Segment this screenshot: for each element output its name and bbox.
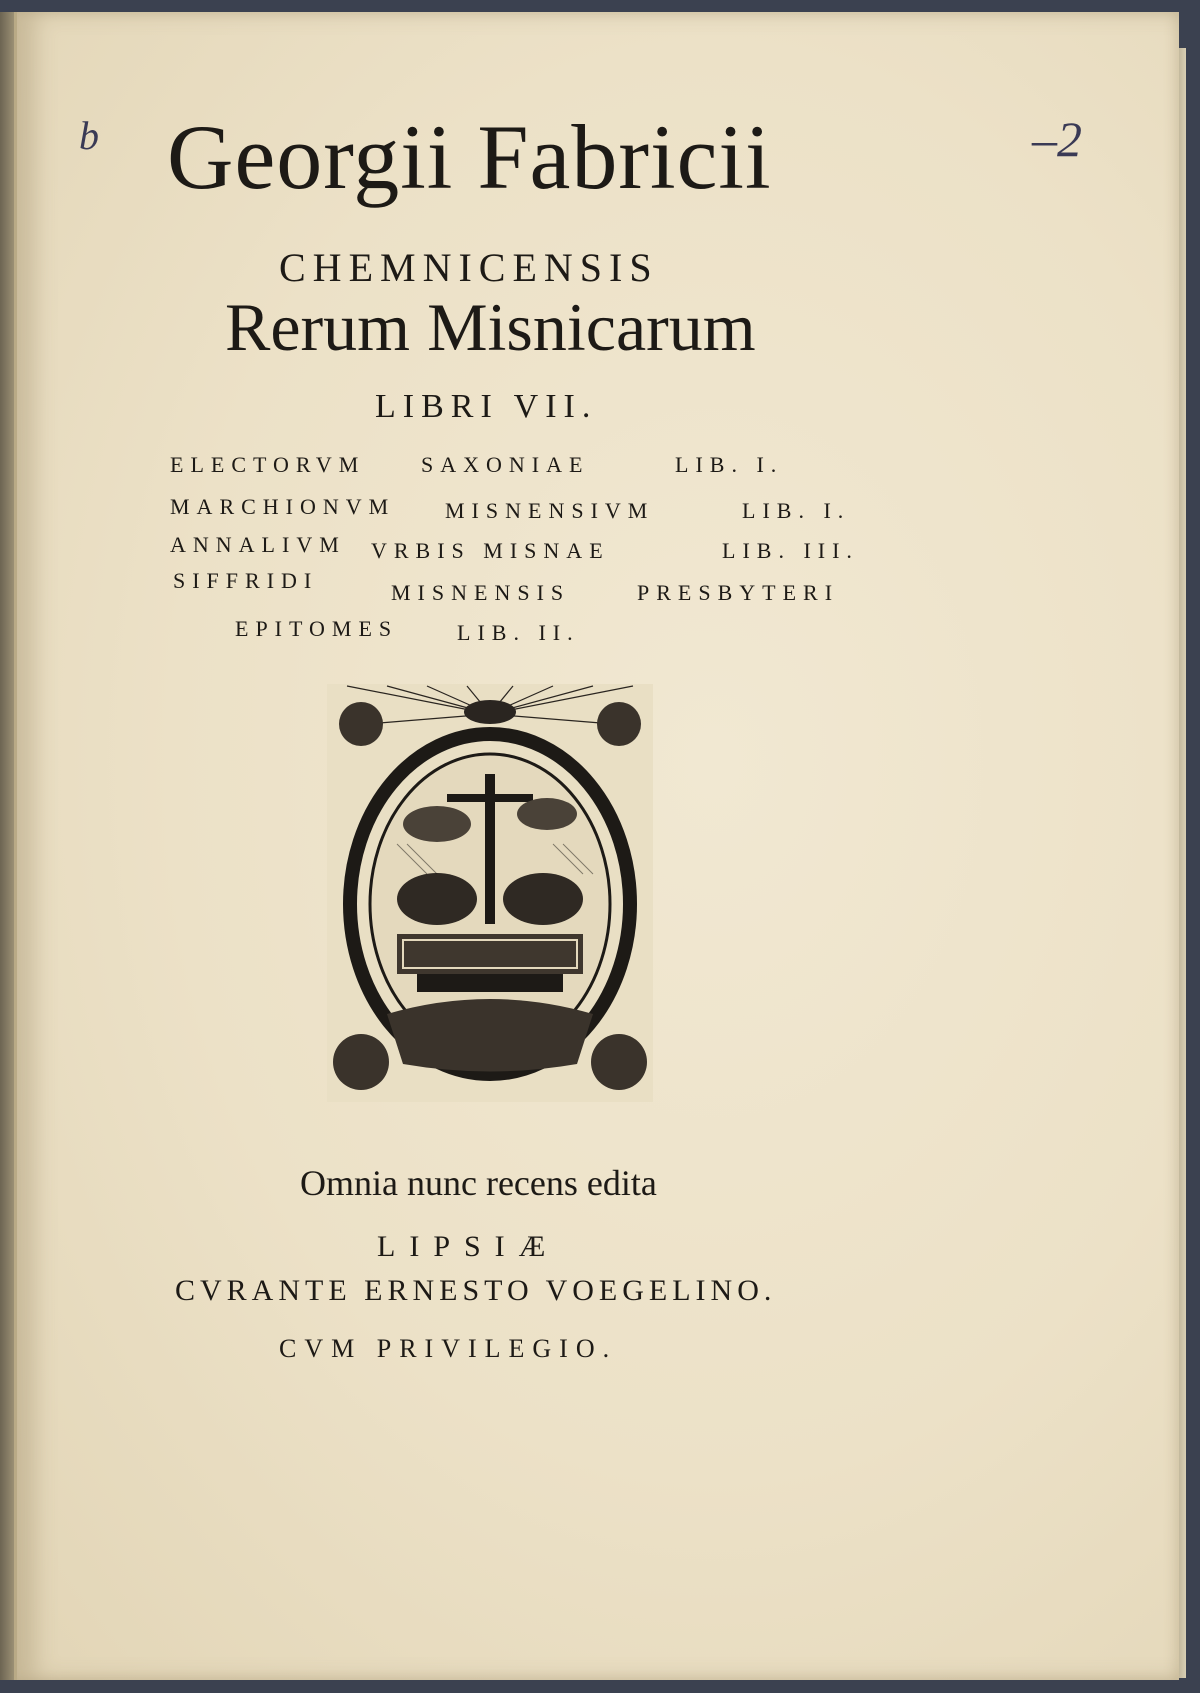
contents-item: PRESBYTERI xyxy=(637,580,840,605)
author-origin: CHEMNICENSIS xyxy=(279,245,659,290)
contents-item: LIB. II. xyxy=(457,620,580,645)
printers-device-woodcut xyxy=(327,684,653,1102)
bleed-through xyxy=(137,342,157,433)
contents-row xyxy=(637,580,839,606)
printer-line: CVRANTE ERNESTO VOEGELINO. xyxy=(175,1274,777,1307)
contents-row xyxy=(421,452,589,478)
handwritten-mark-left: b xyxy=(79,113,99,158)
contents-item: VRBIS MISNAE xyxy=(371,538,610,563)
contents-row xyxy=(675,452,783,478)
contents-item: EPITOMES xyxy=(235,616,399,641)
contents-row xyxy=(457,620,580,646)
privilege-line: CVM PRIVILEGIO. xyxy=(279,1334,618,1363)
contents-row xyxy=(371,538,610,564)
contents-item: MISNENSIS xyxy=(391,580,571,605)
contents-row xyxy=(722,538,859,564)
contents-item: ELECTORVM xyxy=(170,452,366,477)
contents-item: LIB. I. xyxy=(742,498,851,523)
contents-row xyxy=(445,498,654,524)
contents-row xyxy=(173,568,318,594)
contents-item: ANNALIVM xyxy=(170,532,346,557)
contents-item: LIB. III. xyxy=(722,538,859,563)
title-page xyxy=(14,12,1179,1680)
contents-row xyxy=(170,452,365,478)
author-name: Georgii Fabricii xyxy=(167,106,772,208)
place-of-publication: LIPSIÆ xyxy=(377,1230,560,1263)
contents-row xyxy=(235,616,398,642)
volume-count: LIBRI VII. xyxy=(375,388,598,425)
edition-note: Omnia nunc recens edita xyxy=(300,1163,657,1203)
contents-row xyxy=(170,494,395,520)
contents-item: MARCHIONVM xyxy=(170,494,396,519)
contents-item: SIFFRIDI xyxy=(173,568,319,593)
contents-row xyxy=(742,498,850,524)
contents-item: LIB. I. xyxy=(675,452,784,477)
contents-item: MISNENSIVM xyxy=(445,498,655,523)
handwritten-mark-right: –2 xyxy=(1032,111,1082,167)
contents-row xyxy=(391,580,570,606)
work-title: Rerum Misnicarum xyxy=(225,289,756,365)
contents-row xyxy=(170,532,346,558)
contents-item: SAXONIAE xyxy=(421,452,590,477)
